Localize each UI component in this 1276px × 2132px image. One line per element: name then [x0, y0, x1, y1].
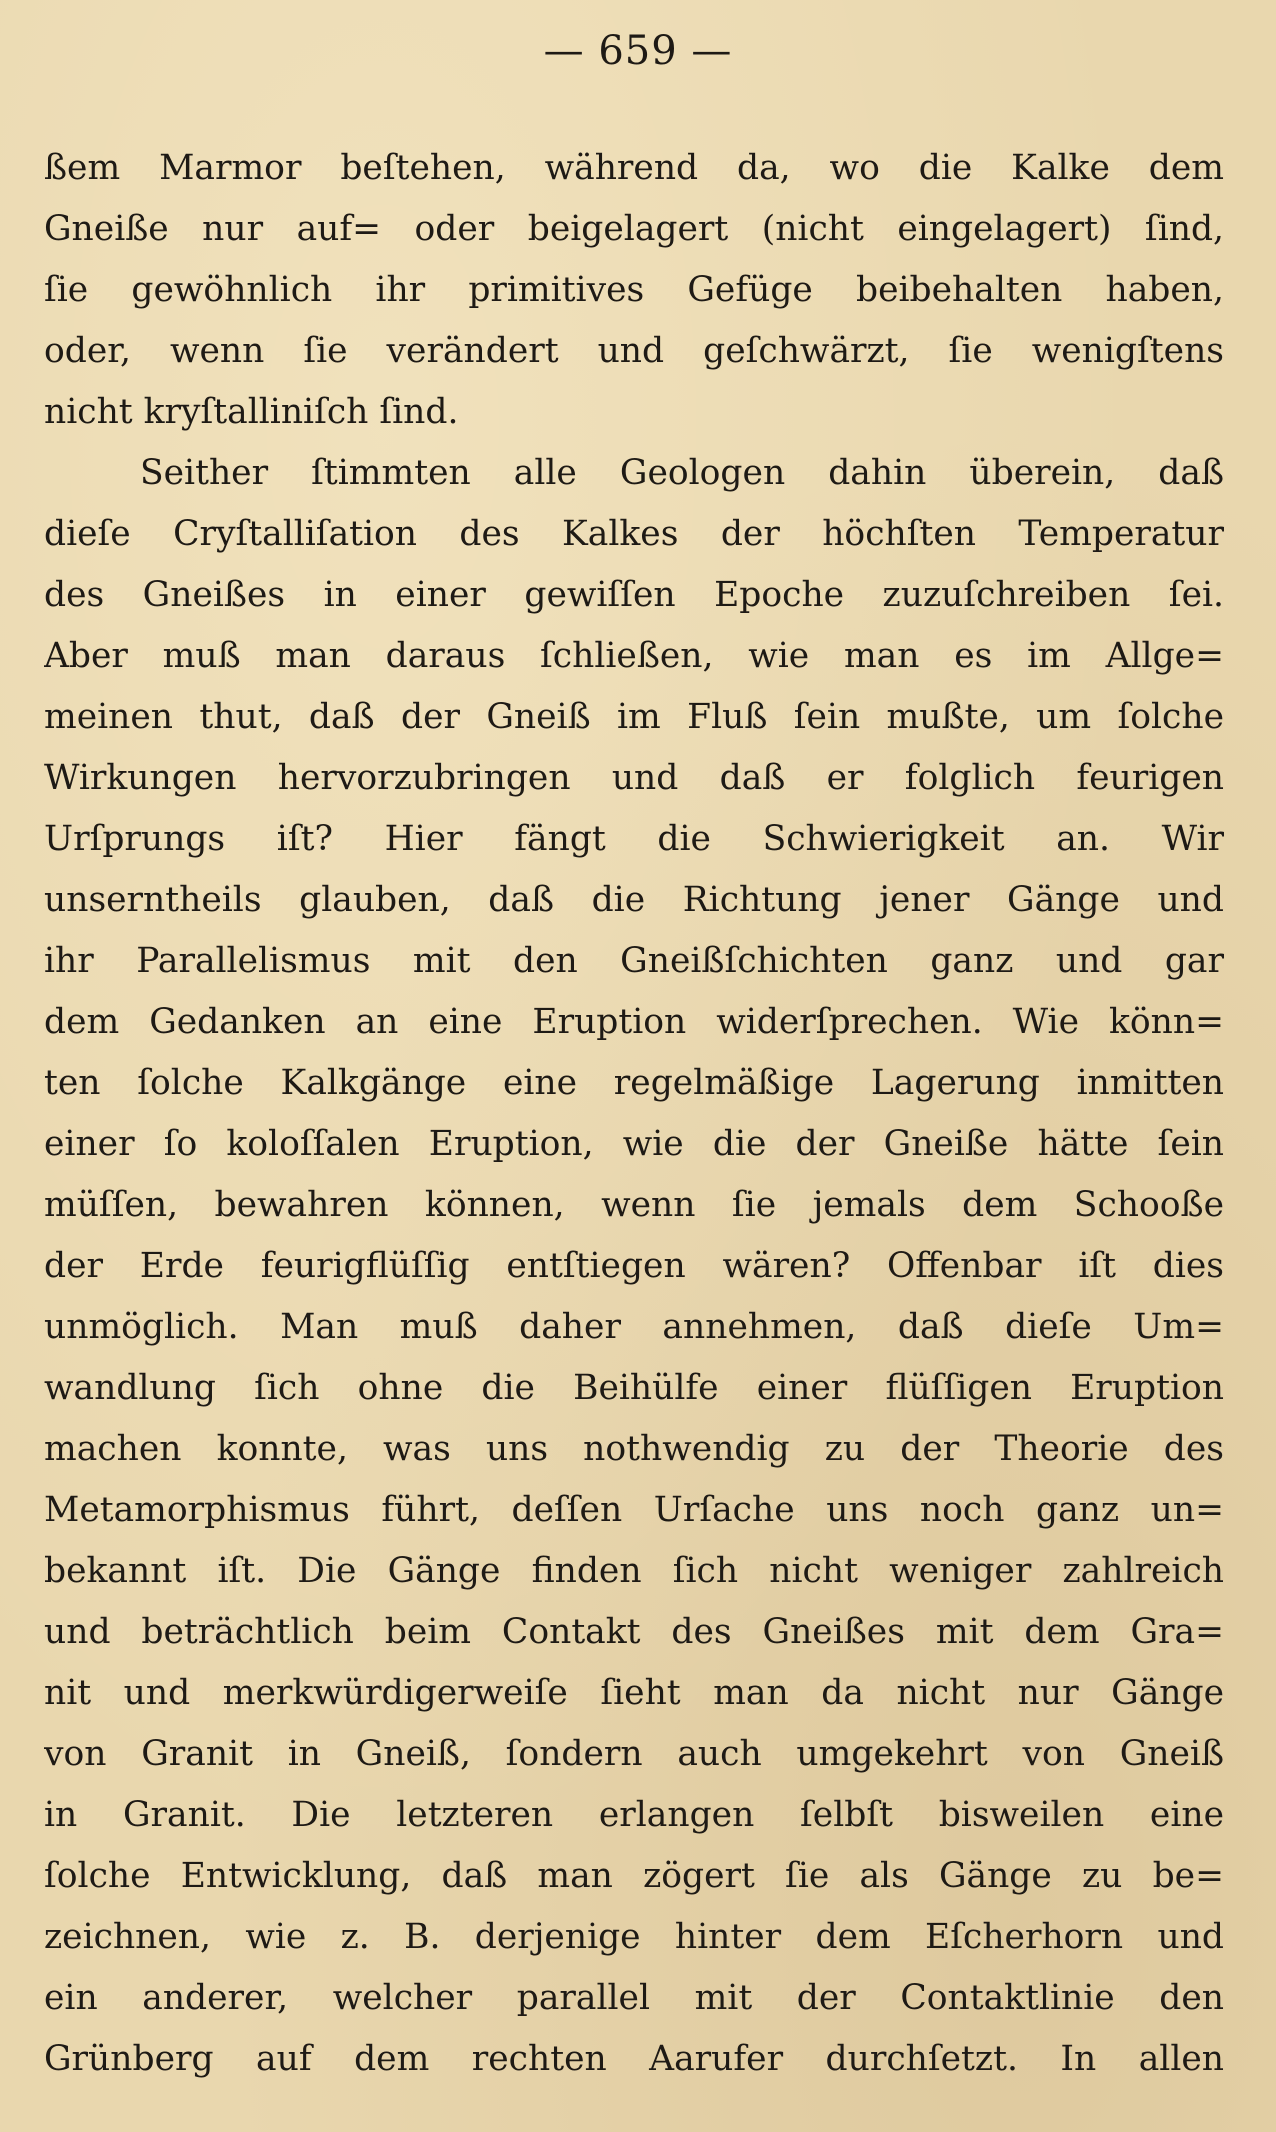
text-line: und beträchtlich beim Contakt des Gneißes mit dem Gra=: [44, 1612, 1224, 1652]
text-line: ein anderer, welcher parallel mit der Contaktlinie den: [44, 1978, 1224, 2018]
text-line: zeichnen, wie z. B. derjenige hinter dem Eſcherhorn und: [44, 1917, 1224, 1957]
text-line: dem Gedanken an eine Eruption widerſprechen. Wie könn=: [44, 1002, 1224, 1042]
text-line: oder, wenn ſie verändert und geſchwärzt, ſie wenigſtens: [44, 331, 1224, 371]
text-line: ſie gewöhnlich ihr primitives Gefüge beibehalten haben,: [44, 270, 1224, 310]
text-line: ihr Parallelismus mit den Gneißſchichten ganz und gar: [44, 941, 1224, 981]
text-line: wandlung ſich ohne die Beihülfe einer flüſſigen Eruption: [44, 1368, 1224, 1408]
text-line: bekannt iſt. Die Gänge finden ſich nicht weniger zahlreich: [44, 1551, 1224, 1591]
text-line: dieſe Cryſtalliſation des Kalkes der höchſten Temperatur: [44, 514, 1224, 554]
text-line: ßem Marmor beſtehen, während da, wo die Kalke dem: [44, 148, 1224, 188]
text-line: nicht kryſtalliniſch ſind.: [44, 392, 459, 432]
text-line: in Granit. Die letzteren erlangen ſelbſt bisweilen eine: [44, 1795, 1224, 1835]
text-line: Aber muß man daraus ſchließen, wie man es im Allge=: [44, 636, 1224, 676]
text-line: Gneiße nur auf= oder beigelagert (nicht eingelagert) ſind,: [44, 209, 1224, 249]
text-line: ſolche Entwicklung, daß man zögert ſie als Gänge zu be=: [44, 1856, 1224, 1896]
text-line: des Gneißes in einer gewiſſen Epoche zuzuſchreiben ſei.: [44, 575, 1224, 615]
text-line: müſſen, bewahren können, wenn ſie jemals dem Schooße: [44, 1185, 1224, 1225]
text-line: Wirkungen hervorzubringen und daß er folglich feurigen: [44, 758, 1224, 798]
text-line: von Granit in Gneiß, ſondern auch umgekehrt von Gneiß: [44, 1734, 1224, 1774]
text-line: unserntheils glauben, daß die Richtung jener Gänge und: [44, 880, 1224, 920]
text-line: der Erde feurigflüſſig entſtiegen wären? Offenbar iſt dies: [44, 1246, 1224, 1286]
text-line: machen konnte, was uns nothwendig zu der Theorie des: [44, 1429, 1224, 1469]
text-line: nit und merkwürdigerweiſe ſieht man da nicht nur Gänge: [44, 1673, 1224, 1713]
text-line: Grünberg auf dem rechten Aarufer durchſetzt. In allen: [44, 2039, 1224, 2079]
text-line: Seither ſtimmten alle Geologen dahin überein, daß: [140, 453, 1224, 493]
text-line: einer ſo koloſſalen Eruption, wie die der Gneiße hätte ſein: [44, 1124, 1224, 1164]
text-line: Urſprungs iſt? Hier fängt die Schwierigkeit an. Wir: [44, 819, 1224, 859]
text-line: unmöglich. Man muß daher annehmen, daß dieſe Um=: [44, 1307, 1224, 1347]
page-number: — 659 —: [543, 28, 733, 74]
body-text: [44, 138, 1224, 2090]
text-line: Metamorphismus führt, deſſen Urſache uns noch ganz un=: [44, 1490, 1224, 1530]
text-line: meinen thut, daß der Gneiß im Fluß ſein mußte, um ſolche: [44, 697, 1224, 737]
text-line: ten ſolche Kalkgänge eine regelmäßige Lagerung inmitten: [44, 1063, 1224, 1103]
